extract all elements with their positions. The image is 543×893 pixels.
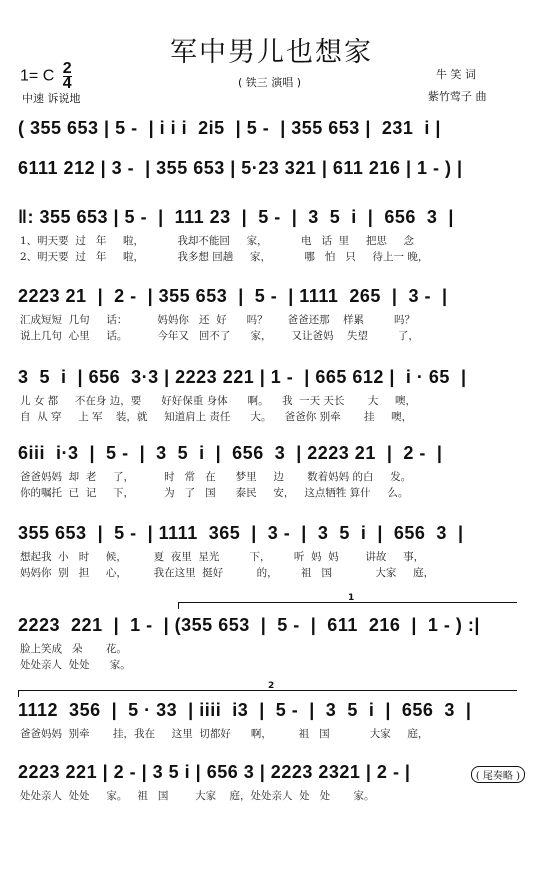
- score-row-4: [0, 286, 543, 376]
- notation-line: ‖: 355 653 | 5 - | 111 23 | 5 - | 3 5 i | 656 3 |: [18, 207, 454, 227]
- key-signature: [20, 62, 72, 91]
- notation-line: 6111 212 | 3 - | 355 653 | 5·23 321 | 611 216 | 1 - ) |: [18, 158, 463, 178]
- lyric-verse-1: 汇成短短 几句 话： 妈妈你 还 好 吗？ 爸爸还那 样累 吗？: [20, 314, 416, 326]
- first-ending-number: 1: [348, 593, 355, 603]
- lyric-verse-1: 1、明天要 过 年 啦， 我却不能回 家， 电 话 里 把思 念: [20, 235, 415, 247]
- time-denominator: 4: [62, 75, 72, 92]
- lyric-verse-2: 说上几句 心里 话。 今年又 回不了 家， 又让爸妈 失望 了，: [20, 330, 419, 342]
- first-ending-bracket: [178, 593, 517, 609]
- notation-line: 2223 221 | 2 - | 3 5 i | 656 3 | 2223 2321 | 2 - |: [18, 762, 411, 782]
- score-row-7: [0, 523, 543, 613]
- tempo-marking: 中速 诉说地: [22, 92, 81, 105]
- coda-note: ( 尾奏略 ): [471, 766, 525, 783]
- lyric-verse-2: 2、明天要 过 年 啦， 我多想 回趟 家， 哪 怕 只 待上一 晚，: [20, 251, 429, 263]
- time-signature: [63, 62, 72, 91]
- notation-line: 6iii i·3 | 5 - | 3 5 i | 656 3 | 2223 21 | 2 - |: [18, 443, 443, 463]
- score-row-10: [0, 762, 543, 852]
- key-label: 1= C: [20, 67, 55, 85]
- lyric-verse-1: 儿 女 都 不在身 边，要 好好保重 身体 啊。 我 一天 天长 大 噢，: [20, 395, 417, 407]
- lyric-verse-1: 爸爸妈妈 却 老 了， 时 常 在 梦里 边 数着妈妈 的白 发。: [20, 471, 412, 483]
- notation-line: 355 653 | 5 - | 1111 365 | 3 - | 3 5 i | 656 3 |: [18, 523, 464, 543]
- notation-line: ( 355 653 | 5 - | i i i 2i5 | 5 - | 355 653 | 231 i |: [18, 118, 441, 138]
- notation-line: 1112 356 | 5 · 33 | iiii i3 | 5 - | 3 5 i | 656 3 |: [18, 700, 472, 720]
- song-title: 军中男儿也想家: [170, 37, 373, 68]
- lyric-verse-2: 妈妈你 别 担 心， 我在这里 挺好 的， 祖 国 大家 庭，: [20, 567, 435, 579]
- lyric-verse-2: 处处亲人 处处 家。: [20, 659, 131, 671]
- time-numerator: 2: [62, 60, 72, 77]
- singer-credit: ( 铁三 演唱 ): [238, 76, 302, 89]
- notation-line: 2223 21 | 2 - | 355 653 | 5 - | 1111 265 | 3 - |: [18, 286, 448, 306]
- second-ending-number: 2: [268, 681, 275, 691]
- second-ending-bracket: [18, 681, 517, 697]
- lyricist-credit: 牛 笑 词: [436, 68, 476, 81]
- lyric-verse-1: 脸上笑成 朵 花。: [20, 643, 127, 655]
- lyric-verse-2: 自 从 穿 上 军 装，就 知道肩上 责任 大。 爸爸你 别牵 挂 噢，: [20, 411, 413, 423]
- score-row-6: [0, 443, 543, 533]
- notation-line: 2223 221 | 1 - | (355 653 | 5 - | 611 216 | 1 - ) :|: [18, 615, 480, 635]
- lyric-verse-1: 想起我 小 时 候， 夏 夜里 星光 下， 听 妈 妈 讲故 事，: [20, 551, 425, 563]
- lyric-line: 处处亲人 处处 家。 祖 国 大家 庭，处处亲人 处 处 家。: [20, 790, 375, 802]
- score-row-3: [0, 207, 543, 297]
- lyric-verse-2: 你的嘱托 已 记 下， 为 了 国 泰民 安， 这点牺牲 算什 么。: [20, 487, 409, 499]
- lyric-line: 爸爸妈妈 别牵 挂，我在 这里 切都好 啊， 祖 国 大家 庭，: [20, 728, 429, 740]
- composer-credit: 紫竹莺子 曲: [428, 90, 487, 103]
- notation-line: 3 5 i | 656 3·3 | 2223 221 | 1 - | 665 612 | i · 65 |: [18, 367, 467, 387]
